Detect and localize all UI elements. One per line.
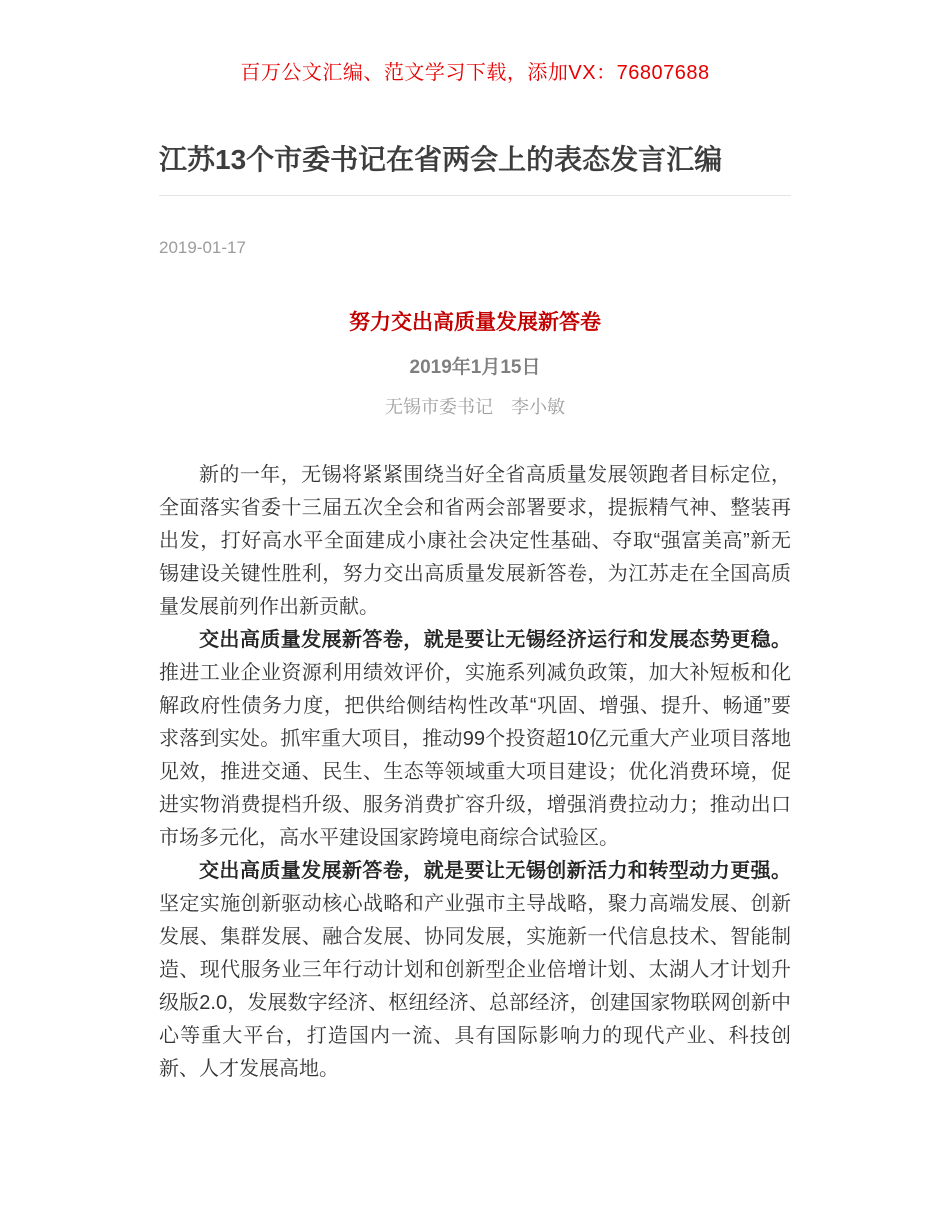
paragraph-text: 推进工业企业资源利用绩效评价，实施系列减负政策，加大补短板和化解政府性债务力度，把供给侧结构性改革“巩固、增强、提升、畅通”要求落到实处。抓牢重大项目，推动99个投资超10亿元重大产业项目落地见效，推进交通、民生、生态等领域重大项目建设；优化消费环境，促进实物消费提档升级、服务消费扩容升级，增强消费拉动力；推动出口市场多元化，高水平建设国家跨境电商综合试验区。 — [159, 661, 791, 849]
article-title: 江苏13个市委书记在省两会上的表态发言汇编 — [159, 144, 723, 175]
article-content — [159, 141, 791, 1086]
paragraph-text: 新的一年，无锡将紧紧围绕当好全省高质量发展领跑者目标定位，全面落实省委十三届五次全会和省两会部署要求，提振精气神、整装再出发，打好高水平全面建成小康社会决定性基础、夺取“强富美高”新无锡建设关键性胜利，努力交出高质量发展新答卷，为江苏走在全国高质量发展前列作出新贡献。 — [159, 463, 791, 618]
paragraph — [159, 855, 791, 1086]
title-divider — [159, 195, 791, 196]
article-body — [159, 459, 791, 1086]
paragraph-text: 坚定实施创新驱动核心战略和产业强市主导战略，聚力高端发展、创新发展、集群发展、融合发展、协同发展，实施新一代信息技术、智能制造、现代服务业三年行动计划和创新型企业倍增计划、太湖人才计划升级版2.0，发展数字经济、枢纽经济、总部经济，创建国家物联网创新中心等重大平台，打造国内一流、具有国际影响力的现代产业、科技创新、人才发展高地。 — [159, 892, 791, 1080]
paragraph — [159, 624, 791, 855]
speech-author: 无锡市委书记 李小敏 — [385, 396, 565, 417]
paragraph — [159, 459, 791, 624]
promo-banner-text: 百万公文汇编、范文学习下载，添加VX：76807688 — [240, 62, 710, 84]
speech-date: 2019年1月15日 — [409, 356, 541, 378]
speech-title: 努力交出高质量发展新答卷 — [349, 310, 601, 334]
paragraph-lead: 交出高质量发展新答卷，就是要让无锡创新活力和转型动力更强。 — [199, 859, 791, 882]
publish-date: 2019-01-17 — [159, 237, 246, 257]
paragraph-lead: 交出高质量发展新答卷，就是要让无锡经济运行和发展态势更稳。 — [199, 628, 791, 651]
